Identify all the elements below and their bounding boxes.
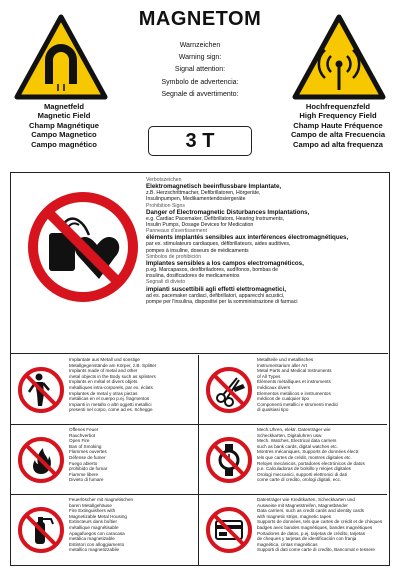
no-metal-instruments-icon xyxy=(205,366,253,414)
cell-line: Fiamme libere xyxy=(69,471,99,477)
cell-line: Elementos metálicos e instrumentos xyxy=(257,390,331,396)
cell-line: Data carriers, such as credit cards and identity cards xyxy=(257,508,364,514)
cell-line: Montres mécaniques, Supports de données électr. xyxy=(257,449,360,455)
cell-line: Implantate aus Metall und sonstige xyxy=(69,357,140,362)
prohibition-line: Implantes sensibles a los campos electromagnéticos, xyxy=(146,260,304,268)
cell-implants-metal xyxy=(11,355,199,425)
prohibition-line: pompe per l'insulina, dispositivi per la somministrazione di farmaci xyxy=(146,298,298,305)
cell-data-carriers xyxy=(199,495,387,565)
cell-line: p.e. Calculadoras de bolsillo y relojes digitales xyxy=(257,466,351,472)
prohibition-line: e.g. Cardiac Pacemaker, Defibrillators, Hearing Instruments, xyxy=(146,215,285,222)
cell-extinguishers xyxy=(11,495,199,565)
cell-line: Ban of Smoking xyxy=(69,443,102,449)
high-frequency-warning-icon xyxy=(292,14,386,100)
cell-metal-parts xyxy=(199,355,387,425)
cell-line: metallico magnetizzabile xyxy=(69,547,120,553)
cell-line: Metallteile und metallisches xyxy=(257,357,314,362)
cell-line: Supports de données, tels que cartes de crédit et de chèques xyxy=(257,519,383,525)
cell-line: di qualsiasi tipo xyxy=(257,407,289,413)
cell-line: Implants made of metal and other xyxy=(69,368,138,374)
no-fire-extinguisher-icon xyxy=(17,506,65,554)
cell-line: Apagafuegos con caracasa xyxy=(69,530,125,536)
cell-line: with magnetic strips, magnetic tapes xyxy=(257,513,332,519)
cell-line: Offenes Feuer xyxy=(69,427,99,432)
cell-line: médicos de cualquier tipo xyxy=(257,396,310,402)
magnetic-label: Campo Magnetico xyxy=(31,130,97,140)
hf-label: Hochfrequenzfeld xyxy=(305,102,371,111)
cell-line: métallique magnétisable xyxy=(69,524,119,530)
prohibition-line: z.B. Herzschrittmacher, Defibrillatoren, Hörgeräte, xyxy=(146,190,261,197)
hf-label: Champ Haute Fréquence xyxy=(293,120,383,130)
cell-line: Metallgegenstände am Körper, z.B. Splitter xyxy=(69,362,157,368)
magnetic-label: Campo magnético xyxy=(31,139,97,149)
cell-line: Implants en métal et divers objets xyxy=(69,379,138,385)
cell-line: tels que cartes de crédit, montres digitales etc. xyxy=(257,454,352,460)
cell-line: Divieto di fumare xyxy=(69,477,104,483)
cell-line: presenti nel corpo, come ad es. Schegge xyxy=(69,407,153,413)
implant-warning-text xyxy=(146,177,384,305)
prohibition-line: pompes à insuline, doseurs de médicaments xyxy=(146,247,249,254)
prohibition-line: Elektromagnetisch beeinflussbare Implantate, xyxy=(146,183,282,191)
warning-label: Warnzeichen xyxy=(179,42,221,49)
hf-label: High Frequency Field xyxy=(299,111,377,121)
page-title: MAGNETOM xyxy=(138,8,262,30)
warning-sign-labels xyxy=(120,40,280,101)
no-pacemaker-icon xyxy=(27,191,139,303)
cell-line: Extincteurs dans boîtier xyxy=(69,519,118,525)
cell-line: Datenträger wie Kreditkarten, Scheckkarten und xyxy=(257,497,355,502)
cell-line: Magnetizable Metal Housing xyxy=(69,513,127,519)
magnetic-label: Magnetfeld xyxy=(43,102,85,111)
cell-line: Estintori con alloggiamento xyxy=(69,541,125,547)
cell-line: magnética, cintas magnéticas xyxy=(257,541,318,547)
cell-watches xyxy=(199,425,387,495)
warning-label: Segnale di avvertimento: xyxy=(161,90,239,98)
cell-line: Orologi meccanici, supporti elettronici di dati xyxy=(257,471,347,477)
cell-line: Mech. Watches, Electrical data carriers xyxy=(257,438,337,444)
cell-line: Portadores de datos, p.ej. tarjetas de crédito, tarjetas xyxy=(257,530,366,536)
cell-line: Fire Extinguishers with xyxy=(69,508,116,514)
cell-line: de cheques y tarjetas de identificación con franja xyxy=(257,536,357,542)
cell-line: Éléments métalliques et instruments xyxy=(257,379,331,385)
magnetic-field-warning-icon xyxy=(14,14,108,100)
prohibition-line: par ex. stimulateurs cardiaques, défibrillateurs, aides auditives, xyxy=(146,241,291,248)
prohibition-line: impianti suscettibili agli effetti elettromagnetici, xyxy=(146,285,286,293)
cell-line: metálicas en el cuerpo p.ej. fragmentos xyxy=(69,396,150,402)
hf-label: Campo de alta Frecuencia xyxy=(290,130,386,140)
prohibition-line: p.eg. Marcapasos, desfibriladores, audífonos, bombas de xyxy=(146,267,279,274)
prohibition-line: insulina, dosificadores de medicamentos xyxy=(146,273,240,280)
prohibition-line: ad es. pacemaker cardiaci, defibrillatori, apparecchi acustici, xyxy=(146,292,285,299)
prohibition-line: Panneaux d'avertissement xyxy=(146,228,207,235)
no-watches-icon xyxy=(205,436,253,484)
cell-line: prohibido de fumar xyxy=(69,466,108,472)
cell-line: Supporti di dati come carte di credito, Bancomat e tessere xyxy=(257,547,375,553)
cell-line: Fuego abierto xyxy=(69,460,98,466)
cell-line: baren Metallgehäuse xyxy=(69,502,112,508)
cell-line: badges avec bandes magnétiques, bandes magnétiques xyxy=(257,524,373,530)
prohibition-line: Insulin Pumps, Dosage Devices for Medication xyxy=(146,222,254,229)
implant-prohibition-section xyxy=(11,173,388,354)
cell-line: metal objects in the Body such as splinters xyxy=(69,373,156,379)
cell-line: Componenti metallici e strumenti medici xyxy=(257,401,339,407)
warning-label: Symbolo de advertencia: xyxy=(161,78,239,86)
cell-line: of All Types xyxy=(257,373,281,379)
prohibition-line: Insulinpumpen, Medikamentendosiergeräte xyxy=(146,196,246,203)
cell-line: Rauchverbot xyxy=(69,432,96,438)
cell-line: Relojes mecánicos, portadores electrónicos de datos xyxy=(257,460,365,466)
cell-line: such as bank cards, digital watches etc. xyxy=(257,443,338,449)
cell-line: come carte di credito, orologi digitali, ecc. xyxy=(257,477,342,483)
cell-line: Ausweise mit Magnetstreifen, Magnetbänder xyxy=(257,502,348,508)
cell-open-fire xyxy=(11,425,199,495)
cell-line: Instrumentarium aller Art xyxy=(257,362,308,368)
no-credit-cards-icon xyxy=(205,506,253,554)
magnetic-label: Champ Magnétique xyxy=(28,120,100,130)
prohibition-line: Danger of Electromagnetic Disturbances Implantations, xyxy=(146,208,310,216)
magnetic-field-labels xyxy=(4,102,124,149)
cell-line: metálica magnetizable xyxy=(69,536,115,542)
cell-line: Open Fire xyxy=(69,438,90,444)
no-metal-implants-icon xyxy=(17,366,65,414)
prohibition-line: Verbotszeichen xyxy=(146,177,182,183)
hf-field-labels xyxy=(276,102,400,149)
cell-line: Impianti in metallo o altri oggetti metallici xyxy=(69,401,152,407)
cell-line: Défense de fumer xyxy=(69,454,106,460)
hf-label: Campo ad alta frequenza xyxy=(293,139,383,149)
prohibition-line: Simbolos de prohibición xyxy=(146,253,202,260)
warning-label: Warning sign: xyxy=(178,54,222,62)
prohibition-grid xyxy=(11,355,388,565)
cell-line: Flammes ouvertes xyxy=(69,449,107,455)
prohibition-panel xyxy=(10,172,390,566)
cell-line: Feuerlöscher mit magnetischen xyxy=(69,497,134,502)
cell-line: Scheckkarten, Digitaluhren usw. xyxy=(257,432,323,438)
prohibition-line: Prohibition Signs xyxy=(146,202,185,209)
field-strength-badge: 3 T xyxy=(148,126,252,156)
cell-line: métalliques intra-corporels, par ex. éclats xyxy=(69,384,153,390)
cell-line: Metal Parts and Medical Instruments xyxy=(257,368,332,374)
no-open-fire-icon xyxy=(17,436,65,484)
cell-line: Mech.Uhren, elektr. Datenträger wie xyxy=(257,427,331,432)
prohibition-line: éléments implantés sensibles aux interférences électromagnétiques, xyxy=(146,234,349,242)
cell-line: Implantes de metal y otras piezas xyxy=(69,390,138,396)
prohibition-line: Segnali di divieto xyxy=(146,279,186,286)
cell-line: médicaux divers xyxy=(257,384,291,390)
magnetic-label: Magnetic Field xyxy=(37,111,91,121)
warning-label: Signal attention: xyxy=(174,66,226,74)
